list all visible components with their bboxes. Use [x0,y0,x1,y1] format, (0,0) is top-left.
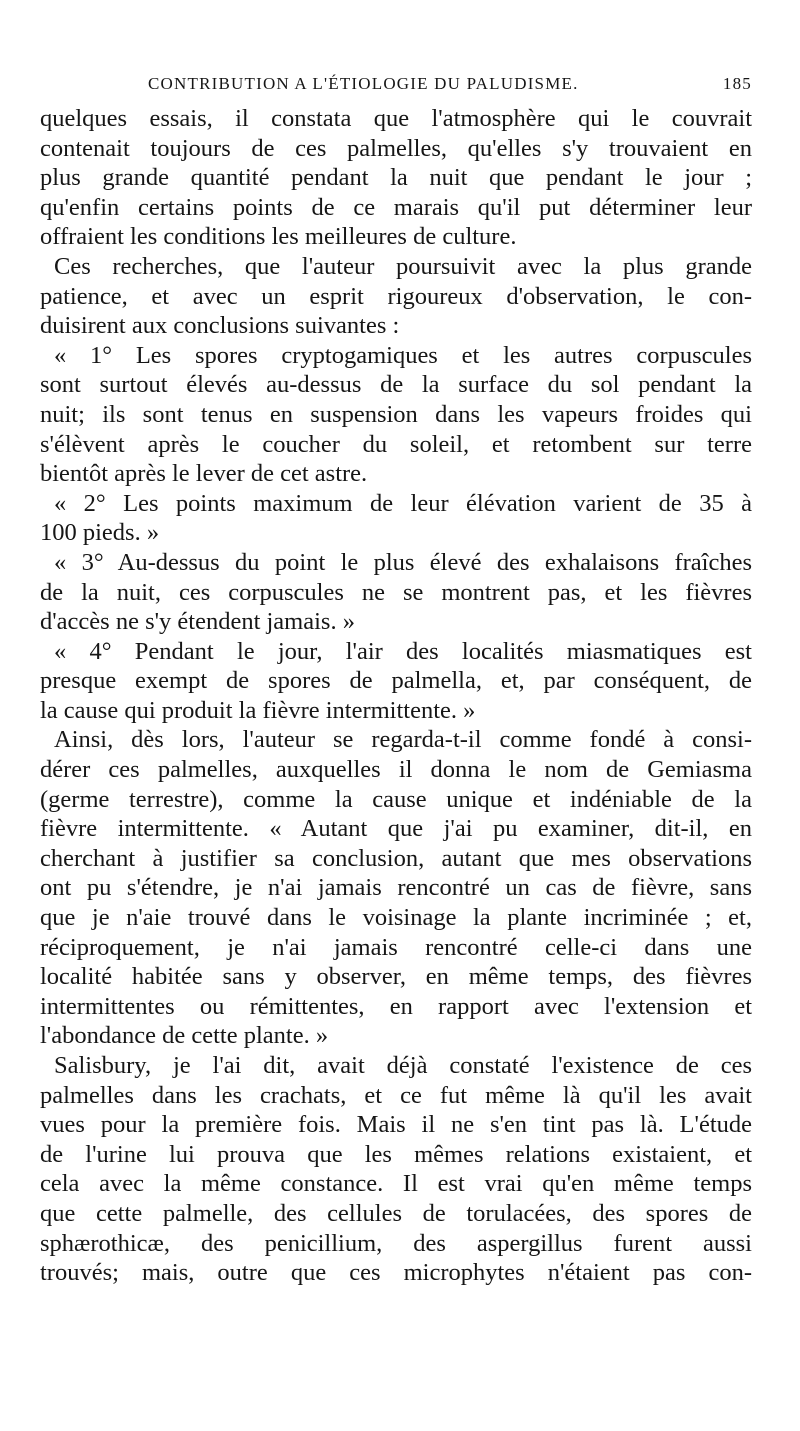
text-line: offraient les conditions les meilleures de culture. [40,223,517,251]
text-line: cela avec la même constance. Il est vrai qu'en même temps [40,1170,752,1198]
text-line: l'abondance de cette plante. » [40,1022,329,1050]
text-line: nuit; ils sont tenus en suspension dans les vapeurs froides qui [40,400,752,428]
text-line: 100 pieds. » [40,519,160,547]
text-line: trouvés; mais, outre que ces microphytes n'étaient pas con- [40,1259,752,1287]
text-line: cherchant à justifier sa conclusion, autant que mes observations [40,844,752,872]
text-line: de la nuit, ces corpuscules ne se montrent pas, et les fièvres [40,578,752,606]
text-line: duisirent aux conclusions suivantes : [40,312,400,340]
text-line: presque exempt de spores de palmella, et, par conséquent, de [40,667,752,695]
text-line: de l'urine lui prouva que les mêmes relations existaient, et [40,1140,752,1168]
text-line: dérer ces palmelles, auxquelles il donna le nom de Gemiasma [40,756,752,784]
body-text [40,104,752,1288]
text-line: « 2° Les points maximum de leur élévation varient de 35 à [54,489,752,517]
text-line: Ces recherches, que l'auteur poursuivit avec la plus grande [54,252,752,280]
text-line: réciproquement, je n'ai jamais rencontré celle-ci dans une [40,933,752,961]
text-line: sphærothicæ, des penicillium, des aspergillus furent aussi [40,1229,752,1257]
running-title: CONTRIBUTION A L'ÉTIOLOGIE DU PALUDISME. [148,74,579,93]
text-line: quelques essais, il constata que l'atmosphère qui le couvrait [40,105,752,132]
text-line: qu'enfin certains points de ce marais qu'il put déterminer leur [40,193,752,221]
text-line: patience, et avec un esprit rigoureux d'observation, le con- [40,282,752,310]
text-line: la cause qui produit la fièvre intermittente. » [40,696,476,724]
page-header [40,74,752,98]
text-line: « 3° Au-dessus du point le plus élevé des exhalaisons fraîches [54,548,752,576]
text-line: Salisbury, je l'ai dit, avait déjà constaté l'existence de ces [54,1052,752,1079]
text-line: « 4° Pendant le jour, l'air des localités miasmatiques est [54,637,752,665]
text-line: que je n'aie trouvé dans le voisinage la plante incriminée ; et, [40,904,752,932]
text-line: « 1° Les spores cryptogamiques et les autres corpuscules [54,341,752,369]
text-line: vues pour la première fois. Mais il ne s'en tint pas là. L'étude [40,1111,752,1139]
text-line: palmelles dans les crachats, et ce fut même là qu'il les avait [40,1081,752,1109]
page-number: 185 [722,74,752,93]
text-line: (germe terrestre), comme la cause unique et indéniable de la [40,785,752,813]
text-line: sont surtout élevés au-dessus de la surface du sol pendant la [40,371,752,399]
text-line: Ainsi, dès lors, l'auteur se regarda-t-il comme fondé à consi- [54,726,752,754]
text-line: s'élèvent après le coucher du soleil, et retombent sur terre [40,430,752,458]
text-line: ont pu s'étendre, je n'ai jamais rencontré un cas de fièvre, sans [40,874,752,902]
text-line: bientôt après le lever de cet astre. [40,460,368,488]
text-line: d'accès ne s'y étendent jamais. » [40,608,355,636]
text-line: fièvre intermittente. « Autant que j'ai pu examiner, dit-il, en [40,815,752,843]
text-line: intermittentes ou rémittentes, en rapport avec l'extension et [40,992,752,1020]
text-line: plus grande quantité pendant la nuit que pendant le jour ; [40,164,752,192]
text-line: que cette palmelle, des cellules de torulacées, des spores de [40,1199,752,1227]
text-line: contenait toujours de ces palmelles, qu'elles s'y trouvaient en [40,134,752,162]
text-line: localité habitée sans y observer, en même temps, des fièvres [40,963,752,991]
